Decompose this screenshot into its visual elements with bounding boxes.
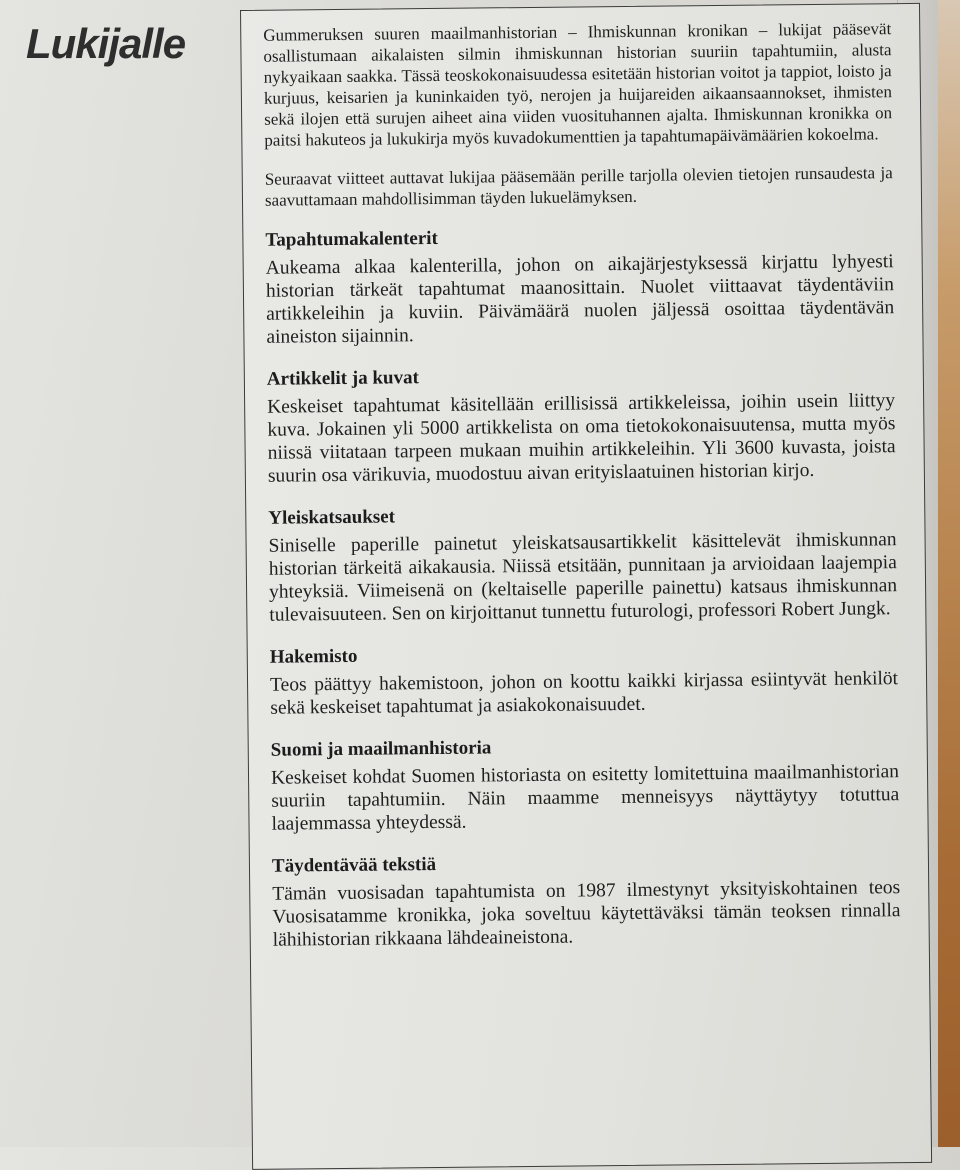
section-title: Täydentävää tekstiä bbox=[271, 853, 437, 877]
section-body: Keskeiset tapahtumat käsitellään erillisissä artikkeleissa, joihin usein liittyy kuva. Jokainen yli 5000 artikkelista on oma tietokokonaisuutensa, mutta myös niissä viitataan tarpeen mukaan muihin artikkeleihin. Yli 3600 kuvasta, joista suurin osa värikuvia, muodostuu aivan erityislaatuinen historian kirjo. bbox=[267, 390, 896, 487]
intro-paragraph-2: Seuraavat viitteet auttavat lukijaa pääsemään perille tarjolla olevien tietojen runsaudesta ja saavuttamaan mahdollisimman täyden lukuelämyksen. bbox=[264, 163, 893, 210]
section-body: Keskeiset kohdat Suomen historiasta on esitetty lomitettuina maailmanhistorian suuriin tapahtumiin. Näin maamme menneisyys näyttäytyy totuttua laajemmassa yhteydessä. bbox=[270, 761, 900, 835]
section-suomi-ja-maailmanhistoria bbox=[271, 732, 900, 836]
section-taydentavaa-tekstia bbox=[272, 848, 901, 952]
section-title: Yleiskatsaukset bbox=[268, 506, 396, 529]
section-title: Artikkelit ja kuvat bbox=[266, 367, 419, 390]
section-body: Aukeama alkaa kalenterilla, johon on aikajärjestyksessä kirjattu lyhyesti historian tärkeät tapahtumat maanosittain. Nuolet viittaavat täydentäviin artikkeleihin ja kuviin. Päivämäärä nuolen jäljessä osoittaa täydentävän aineiston sijainnin. bbox=[265, 251, 895, 348]
section-hakemisto bbox=[270, 639, 899, 720]
frame-content bbox=[241, 4, 929, 952]
section-artikkelit-ja-kuvat bbox=[267, 361, 896, 488]
section-body: Tämän vuosisadan tapahtumista on 1987 ilmestynyt yksityiskohtainen teos Vuosisatamme kronikka, joka soveltuu käytettäväksi tämän teoksen rinnalla lähihistorian rikkaana lähdeaineistona. bbox=[272, 877, 901, 951]
page-title: Lukijalle bbox=[26, 20, 186, 67]
intro-paragraph-1: Gummeruksen suuren maailmanhistorian – Ihmiskunnan kronikan – lukijat pääsevät osallistumaan aikalaisten silmin ihmiskunnan historian suuriin tapahtumiin, alusta nykyaikaan saakka. Tässä teoskokonaisuudessa esitetään historian voitot ja tappiot, loisto ja kurjuus, keisarien ja kuninkaiden työ, nerojen ja huijareiden aikaansaannokset, ihmisten sekä ilojen että surujen aiheet aina viiden vuosituhannen ajalta. Ihmiskunnan kronikka on paitsi hakuteos ja lukukirja myös kuvadokumenttien ja tapahtumapäivämäärien kokoelma. bbox=[263, 19, 893, 150]
section-tapahtumakalenterit bbox=[265, 222, 894, 349]
section-title: Hakemisto bbox=[269, 645, 358, 668]
section-yleiskatsaukset bbox=[268, 500, 897, 627]
section-body: Teos päättyy hakemistoon, johon on koottu kaikki kirjassa esiintyvät henkilöt sekä keskeiset tapahtumat ja asiakokonaisuudet. bbox=[269, 668, 899, 719]
section-body: Siniselle paperille painetut yleiskatsausartikkelit käsittelevät ihmiskunnan historian tärkeitä aikakausia. Niissä etsitään, punnitaan ja arvioidaan laajempia yhteyksiä. Viimeisenä on (keltaiselle paperille painettu) katsaus ihmiskunnan tulevaisuuteen. Sen on kirjoittanut tunnettu futurologi, professori Robert Jungk. bbox=[268, 529, 898, 626]
section-title: Tapahtumakalenterit bbox=[265, 227, 438, 251]
text-frame bbox=[240, 3, 932, 1170]
section-title: Suomi ja maailmanhistoria bbox=[270, 737, 492, 761]
